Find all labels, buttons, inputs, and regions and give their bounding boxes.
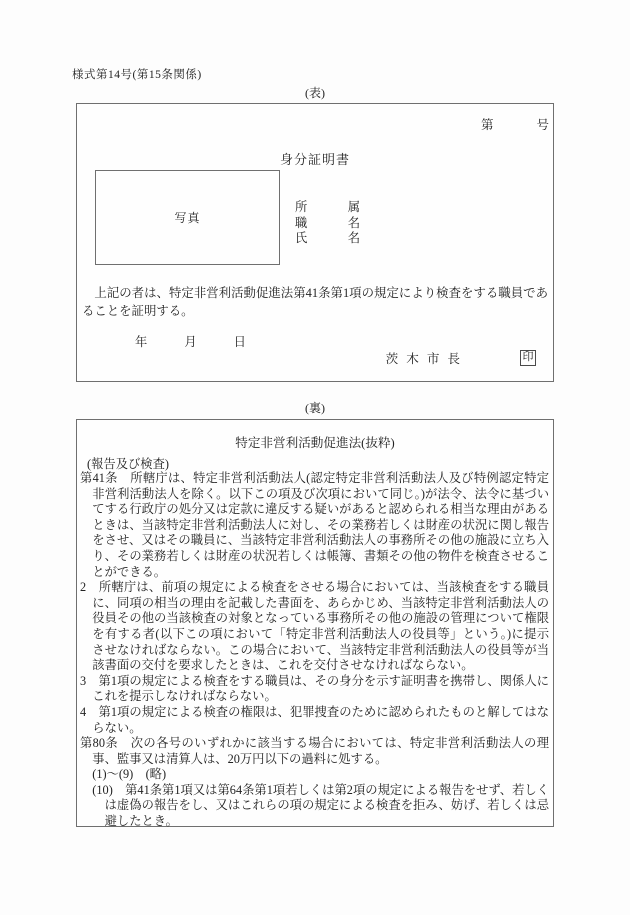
field-job-title-last: 名 — [347, 215, 360, 230]
field-affiliation-last: 属 — [347, 200, 360, 214]
date-day-label: 日 — [233, 335, 246, 349]
date-year-label: 年 — [135, 335, 148, 349]
doc-number — [481, 115, 549, 133]
law-paragraph-article80: 第80条 次の各号のいずれかに該当する場合においては、特定非営利活動法人の理事、監事又は清算人は、20万円以下の過料に処する。 — [80, 736, 549, 766]
field-labels — [295, 197, 360, 244]
law-paragraph-article41: 第41条 所轄庁は、特定非営利活動法人(認定特定非営利活動法人及び特例認定特定非営利活動法人を除く。以下この項及び次項において同じ。)が法令、法令に基づいてする行政庁の処分又は定款に違反する疑いがあると認められる相当な理由があるときは、当該特定非営利活動法人に対し、その業務若しくは財産の状況に関し報告をさせ、又はその職員に、当該特定非営利活動法人の事務所その他の施設に立ち入り、その業務若しくは財産の状況若しくは帳簿、書類その他の物件を検査させることができる。 — [80, 471, 549, 579]
field-name-first: 氏 — [295, 231, 308, 245]
law-excerpt-body — [80, 471, 549, 830]
law-paragraph-article41-3: 3 第1項の規定による検査をする職員は、その身分を示す証明書を携帯し、関係人にこれを提示しなければならない。 — [80, 673, 549, 704]
back-card — [76, 419, 554, 827]
photo-box — [95, 170, 280, 265]
field-job-title — [295, 213, 360, 229]
law-paragraph-article41-2: 2 所轄庁は、前項の規定による検査をさせる場合においては、当該検査をする職員に、同項の相当の理由を記載した書面を、あらかじめ、当該特定非営利活動法人の役員その他の当該検査の対象となっている事務所その他の施設の管理について権限を有する者(以下この項において「特定非営利活動法人の役員等」という。)に提示させなければならない。この場合において、当該特定非営利活動法人の役員等が当該書面の交付を要求したときは、これを交付させなければならない。 — [80, 580, 549, 673]
issuer-name: 茨木市長 — [385, 352, 468, 366]
field-name — [295, 228, 360, 244]
front-side-label: (表) — [305, 86, 325, 100]
law-paragraph-article41-4: 4 第1項の規定による検査の権限は、犯罪捜査のために認められたものと解してはならない。 — [80, 704, 549, 735]
photo-label: 写真 — [174, 211, 201, 225]
front-card — [76, 103, 554, 382]
issuer-line — [386, 348, 536, 367]
field-job-title-first: 職 — [295, 215, 308, 230]
doc-number-suffix: 号 — [536, 118, 549, 132]
doc-number-prefix: 第 — [480, 118, 494, 132]
law-item-1-to-9: (1)～(9) (略) — [92, 767, 167, 782]
date-month-label: 月 — [184, 335, 197, 349]
field-affiliation — [295, 197, 360, 213]
certificate-title: 身分証明書 — [279, 152, 350, 167]
section-heading: (報告及び検査) — [87, 457, 169, 471]
field-name-last: 名 — [347, 231, 360, 245]
field-affiliation-first: 所 — [295, 200, 308, 214]
law-title: 特定非営利活動促進法(抜粋) — [235, 436, 395, 450]
certificate-statement: 上記の者は、特定非営利活動促進法第41条第1項の規定により検査をする職員であることを証明する。 — [82, 286, 548, 318]
back-side-label: (裏) — [305, 401, 325, 415]
date-line — [135, 332, 246, 350]
seal-box: 印 — [520, 350, 536, 366]
form-number-label: 様式第14号(第15条関係) — [72, 69, 202, 81]
law-item-10: (10) 第41条第1項又は第64条第1項若しくは第2項の規定による報告をせず、若しくは虚偽の報告をし、又はこれらの項の規定による検査を拒み、妨げ、若しくは忌避したとき。 — [92, 782, 549, 829]
